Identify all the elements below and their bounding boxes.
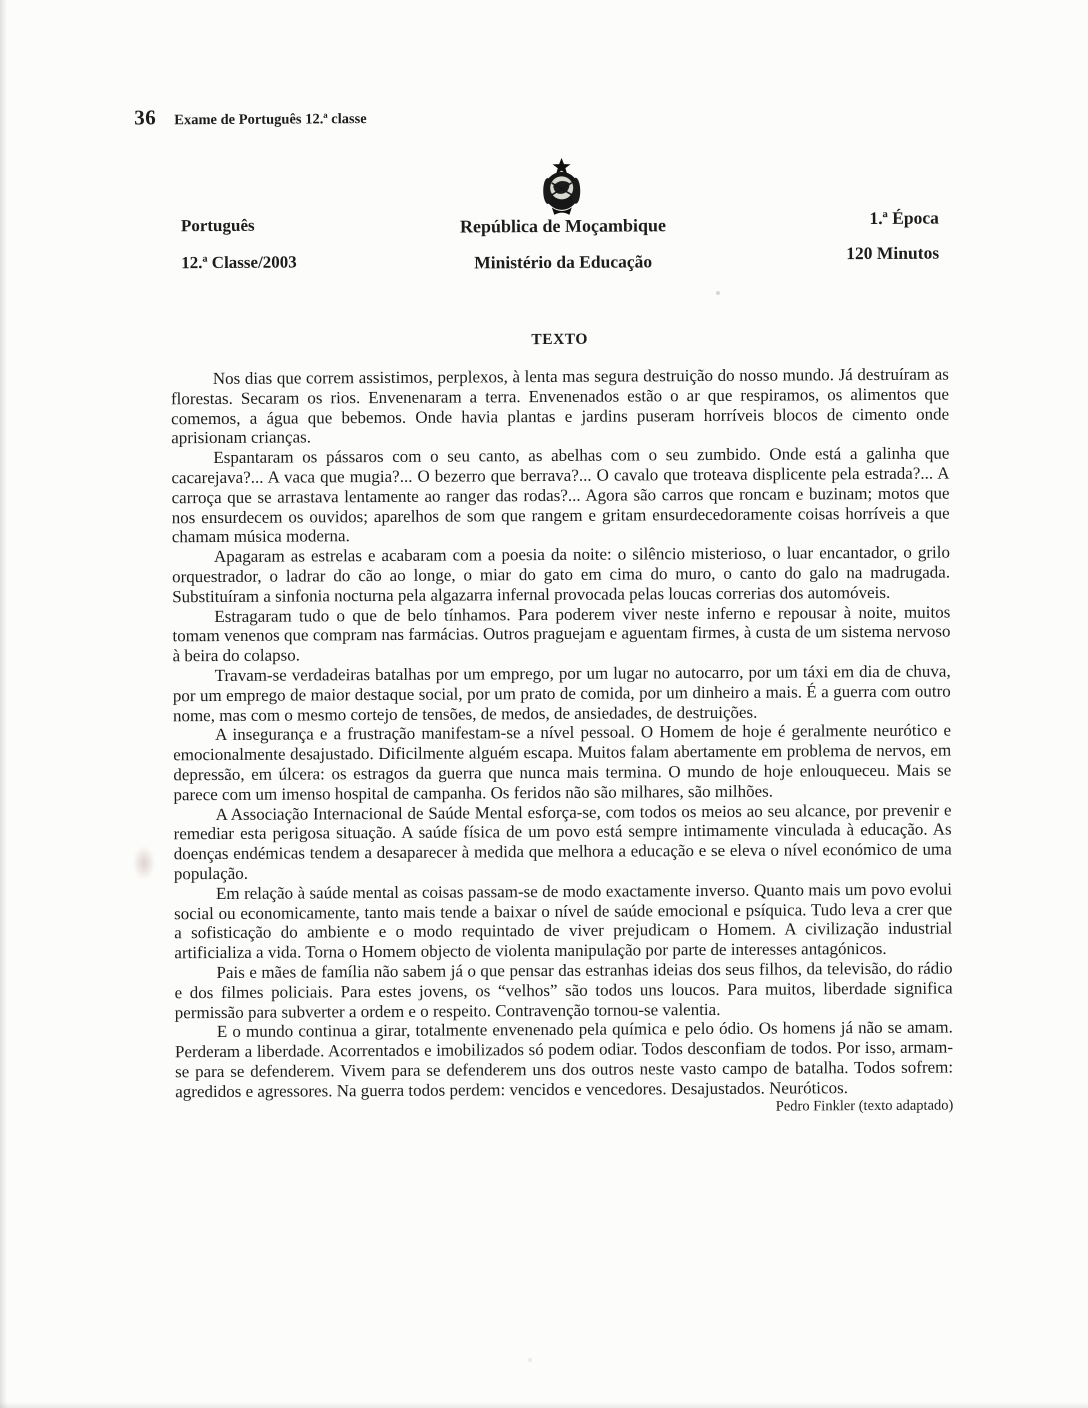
page-number: 36 xyxy=(134,105,157,130)
paragraph: Nos dias que correm assistimos, perplexos, à lenta mas segura destruição do nosso mundo. Já destruíram as florestas. Secaram os rios. Envenenaram a terra. Envenenados estão o ar que respiramos, os alimentos que comemos, a água que bebemos. Onde havia plantas e jardins puseram horríveis blocos de cimento onde aprisionam crianças. xyxy=(170,364,950,448)
masthead-subject-block xyxy=(181,216,297,274)
duration-label: 120 Minutos xyxy=(846,242,940,264)
mozambique-coat-of-arms-icon xyxy=(539,158,585,216)
running-head xyxy=(134,104,367,130)
exam-text-body xyxy=(171,365,954,1122)
paragraph: Travam-se verdadeiras batalhas por um emprego, por um lugar no autocarro, por um táxi em dia de chuva, por um emprego de maior destaque social, por um prato de comida, por um dinheiro a mais. É a guerra com outro nome, mas com o mesmo cortejo de tensões, de medos, de ansiedades, de destruições. xyxy=(172,661,951,725)
class-year-label: 12.ª Classe/2003 xyxy=(181,252,297,273)
paragraph: Pais e mães de família não sabem já o que pensar das estranhas ideias dos seus filhos, da televisão, do rádio e dos filmes policiais. Para estes jovens, os “velhos” são todos uns loucos. Para muitos, liberdade significa permissão para subverter a ordem e o respeito. Contravenção tornou-se valentia. xyxy=(174,958,953,1022)
paragraph: A Associação Internacional de Saúde Mental esforça-se, com todos os meios ao seu alcance, por prevenir e remediar esta perigosa situação. A saúde física de um povo está sempre intimamente vinculada à educação. As doenças endémicas tendem a desaparecer à medida que melhora a educação e se eleva o nível económico de uma população. xyxy=(173,800,952,884)
running-title: Exame de Português 12.ª classe xyxy=(174,111,367,129)
paragraph: Espantaram os pássaros com o seu canto, as abelhas com o seu zumbido. Onde está a galinha que cacarejava?... A vaca que mugia?... O bezerro que berrava?... O cavalo que troteava displicente pela estrada?... A carroça que se arrastava lentamente ao ranger das rodas?... Agora são carros que roncam e buzinam; motos que nos ensurdecem os ouvidos; aparelhos de som que rangem e gritam ensurdecedoramente coisas horríveis a que chamam música moderna. xyxy=(171,443,950,547)
paragraph: Em relação à saúde mental as coisas passam-se de modo exactamente inverso. Quanto mais um povo evolui social ou economicamente, tanto mais tende a baixar o nível de saúde emocional e psíquica. Tudo leva a crer que a sofisticação do ambiente e o modo requintado de viver prejudicam o Homem. A civilização industrial artificializa a vida. Torna o Homem objecto de violenta manipulação por parte de interesses antagónicos. xyxy=(174,879,953,963)
paragraph: Apagaram as estrelas e acabaram com a poesia da noite: o silêncio misterioso, o luar encantador, o grilo orquestrador, o ladrar do cão ao longe, o miar do gato em cima do muro, o canto do galo na madrugada. Substituíram a sinfonia nocturna pela algazarra infernal provocada pelas loucas correrias dos automóveis. xyxy=(172,542,951,607)
epoch-label: 1.ª Época xyxy=(869,207,939,229)
subject-label: Português xyxy=(180,215,255,236)
author-attribution: Pedro Finkler (texto adaptado) xyxy=(775,1097,954,1116)
paragraph: A insegurança e a frustração manifestam-se a nível pessoal. O Homem de hoje é geralmente neurótico e emocionalmente desajustado. Dificilmente alguém escapa. Muitos falam abertamente em problema de nervos, em depressão, em úlcera: os estragos da guerra que nunca mais termina. O mundo de hoje enlouqueceu. Mais se parece com um imenso hospital de campanha. Os feridos não são milhares, são milhões. xyxy=(173,720,952,805)
masthead-exam-session-block xyxy=(846,208,939,265)
paragraph: Estragaram tudo o que de belo tínhamos. Para poderem viver neste inferno e repousar à noite, muitos tomam venenos que compram nas farmácias. Outros praguejam e aguentam firmes, à custa de um sistema nervoso à beira do colapso. xyxy=(172,602,951,666)
country-label: República de Moçambique xyxy=(459,215,666,237)
masthead-authority-block xyxy=(358,215,768,275)
section-title: TEXTO xyxy=(531,330,588,349)
ministry-label: Ministério da Educação xyxy=(474,251,653,273)
paragraph: E o mundo continua a girar, totalmente envenenado pela química e pelo ódio. Os homens já não se amam. Perderam a liberdade. Acorrentados e imobilizados só podem odiar. Todos desconfiam de todos. Por isso, armam-se para se defenderem. Vivem para se defenderem uns dos outros neste vasto campo de batalha. Todos sofrem: agredidos e agressores. Na guerra todos perdem: vencidos e vencedores. Desajustados. Neuróticos. xyxy=(174,1017,954,1101)
